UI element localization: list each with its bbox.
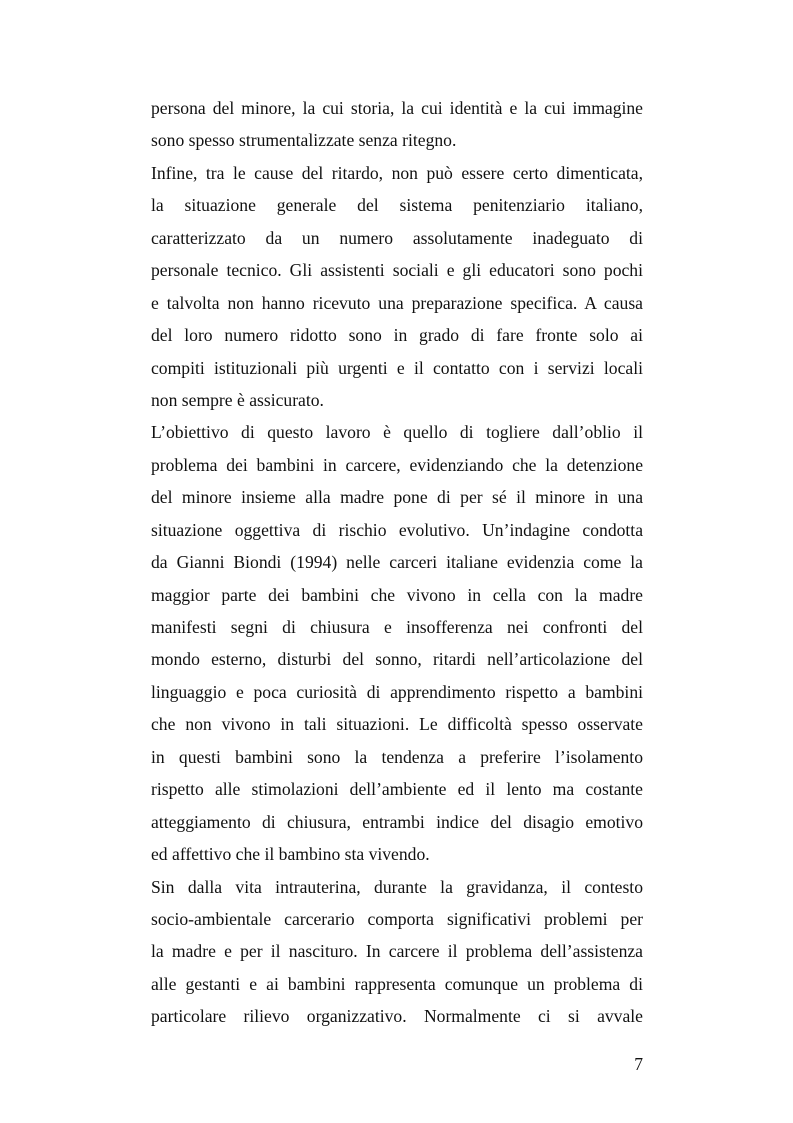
text-line: atteggiamento di chiusura, entrambi indice del disagio emotivo: [151, 811, 643, 832]
text-line: da Gianni Biondi (1994) nelle carceri italiane evidenzia come la: [151, 552, 643, 573]
text-line: particolare rilievo organizzativo. Normalmente ci si avvale: [151, 1006, 643, 1027]
text-line: rispetto alle stimolazioni dell’ambiente ed il lento ma costante: [151, 779, 643, 800]
text-line: socio-ambientale carcerario comporta significativi problemi per: [151, 908, 643, 929]
text-line: Sin dalla vita intrauterina, durante la gravidanza, il contesto: [151, 876, 643, 897]
text-line: e talvolta non hanno ricevuto una preparazione specifica. A causa: [151, 292, 643, 313]
text-line: mondo esterno, disturbi del sonno, ritardi nell’articolazione del: [151, 649, 643, 670]
text-line: sono spesso strumentalizzate senza ritegno.: [151, 130, 457, 151]
text-line: del minore insieme alla madre pone di per sé il minore in una: [151, 487, 643, 508]
text-line: manifesti segni di chiusura e insofferenza nei confronti del: [151, 617, 643, 637]
text-line: caratterizzato da un numero assolutamente inadeguato di: [151, 227, 643, 248]
text-line: Infine, tra le cause del ritardo, non può essere certo dimenticata,: [151, 162, 643, 183]
text-line: compiti istituzionali più urgenti e il contatto con i servizi locali: [151, 357, 643, 378]
text-line: situazione oggettiva di rischio evolutivo. Un’indagine condotta: [151, 519, 643, 540]
text-line: la situazione generale del sistema penitenziario italiano,: [151, 195, 643, 216]
text-line: personale tecnico. Gli assistenti sociali e gli educatori sono pochi: [151, 260, 643, 281]
text-line: linguaggio e poca curiosità di apprendimento rispetto a bambini: [151, 681, 643, 702]
body-text: [151, 92, 643, 1033]
text-line: la madre e per il nascituro. In carcere il problema dell’assistenza: [151, 941, 643, 962]
text-line: L’obiettivo di questo lavoro è quello di togliere dall’oblio il: [151, 422, 643, 443]
page-number: 7: [634, 1054, 643, 1074]
text-line: problema dei bambini in carcere, evidenziando che la detenzione: [151, 454, 643, 475]
text-line: del loro numero ridotto sono in grado di fare fronte solo ai: [151, 325, 643, 346]
text-line: non sempre è assicurato.: [151, 389, 324, 410]
text-line: che non vivono in tali situazioni. Le difficoltà spesso osservate: [151, 714, 643, 735]
text-line: maggior parte dei bambini che vivono in cella con la madre: [151, 584, 643, 605]
text-line: ed affettivo che il bambino sta vivendo.: [151, 844, 430, 865]
text-line: alle gestanti e ai bambini rappresenta comunque un problema di: [151, 973, 643, 994]
text-line: persona del minore, la cui storia, la cui identità e la cui immagine: [151, 98, 643, 118]
text-line: in questi bambini sono la tendenza a preferire l’isolamento: [151, 746, 643, 767]
